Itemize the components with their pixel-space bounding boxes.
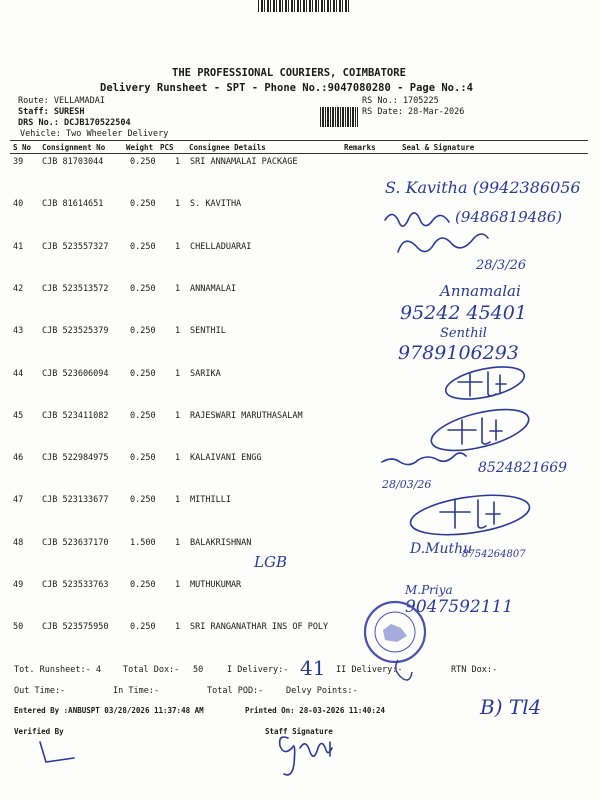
printed-on: Printed On: 28-03-2026 11:40:24 (245, 706, 385, 715)
row-consignment: CJB 523606094 (42, 368, 109, 379)
row-pcs: 1 (175, 326, 181, 337)
signature-row40 (385, 213, 449, 226)
row-pcs: 1 (175, 453, 181, 464)
row-weight: 0.250 (130, 199, 156, 210)
row-weight: 0.250 (130, 580, 156, 590)
row-weight: 0.250 (130, 241, 156, 252)
row-pcs: 1 (175, 622, 181, 633)
row-sno: 49 (13, 580, 24, 590)
in-time: In Time:- (113, 686, 160, 696)
row-sno: 44 (13, 368, 24, 379)
row-pcs: 1 (175, 199, 181, 210)
drs-number: DRS No.: DCJB170522504 (18, 118, 131, 128)
row-sno: 46 (13, 453, 24, 464)
seal-stamp (365, 602, 425, 662)
row-consignee: SRI RANGANATHAR INS OF POLY (190, 622, 329, 633)
hw-row44-phone: 9789106293 (398, 342, 519, 364)
hw-row49-name: M.Priya (405, 583, 453, 597)
row-pcs: 1 (175, 580, 181, 590)
row-pcs: 1 (175, 410, 181, 421)
hw-row48-phone: 8754264807 (462, 549, 526, 560)
row-sno: 45 (13, 410, 24, 421)
row-weight: 0.250 (130, 410, 156, 421)
hw-row46-date: 28/03/26 (382, 478, 432, 491)
row-sno: 42 (13, 283, 24, 294)
hw-delivery-count: 41 (300, 656, 326, 680)
col-remarks: Remarks (344, 143, 376, 152)
hw-row49-phone: 9047592111 (405, 597, 514, 617)
signature-row41 (398, 234, 488, 252)
rs-date: RS Date: 28-Mar-2026 (362, 107, 465, 117)
hw-row48-name: D.Muthu (410, 541, 473, 557)
row-sno: 41 (13, 241, 24, 252)
i-delivery: I Delivery:- (227, 665, 289, 675)
row-weight: 0.250 (130, 495, 156, 506)
row-pcs: 1 (175, 157, 181, 167)
row-consignment: CJB 523133677 (42, 495, 109, 506)
hw-row39: S. Kavitha (9942386056 (385, 178, 581, 197)
vehicle: Vehicle: Two Wheeler Delivery (20, 129, 169, 139)
row-sno: 40 (13, 199, 24, 210)
verified-by: Verified By (14, 727, 64, 736)
ink-oval-row44 (443, 361, 527, 405)
delvy-points: Delvy Points:- (286, 686, 358, 696)
col-weight: Weight (126, 143, 154, 152)
ii-delivery: II Delivery:- (336, 665, 403, 675)
col-seal: Seal & Signature (402, 143, 475, 152)
row-weight: 0.250 (130, 283, 156, 294)
total-dox-value: 50 (193, 665, 204, 675)
runsheet-subtitle: Delivery Runsheet - SPT - Phone No.:9047080280 - Page No.:4 (100, 82, 473, 94)
row-pcs: 1 (175, 495, 181, 506)
row-consignee: SENTHIL (190, 326, 226, 337)
row-sno: 47 (13, 495, 24, 506)
staff-signature-mark (280, 737, 332, 775)
row-weight: 0.250 (130, 453, 156, 464)
row-consignee: ANNAMALAI (190, 283, 237, 294)
row-consignment: CJB 523533763 (42, 580, 109, 590)
row-consignee: MUTHUKUMAR (190, 580, 242, 590)
row-consignee: SRI ANNAMALAI PACKAGE (190, 157, 298, 167)
row-consignee: KALAIVANI ENGG (190, 453, 262, 464)
rs-number: RS No.: 1705225 (362, 96, 439, 106)
tot-runsheet: Tot. Runsheet:- 4 (14, 665, 101, 675)
signature-row46 (382, 453, 466, 465)
row-consignment: CJB 81703044 (42, 157, 104, 167)
ink-tl4-row45 (448, 418, 502, 444)
verified-tick (40, 742, 74, 762)
staff: Staff: SURESH (18, 107, 85, 117)
row-sno: 50 (13, 622, 24, 633)
total-pod: Total POD:- (207, 686, 264, 696)
entered-by: Entered By :ANBUSPT 03/28/2026 11:37:48 AM (14, 706, 204, 715)
row-consignee: MITHILLI (190, 495, 231, 506)
row-weight: 0.250 (130, 157, 156, 167)
hw-row48-note: LGB (254, 553, 287, 571)
col-pcs: PCS (160, 143, 174, 152)
row-weight: 0.250 (130, 326, 156, 337)
hw-row43-name: Senthil (440, 326, 487, 341)
hw-row42: Annamalai (440, 282, 521, 300)
ink-tl4-row44 (458, 372, 506, 396)
row-consignment: CJB 523525379 (42, 326, 109, 337)
row-consignee: RAJESWARI MARUTHASALAM (190, 410, 303, 421)
hw-row43-phone: 95242 45401 (400, 302, 527, 324)
row-consignee: BALAKRISHNAN (190, 537, 252, 548)
hw-bottom-note: B) Tl4 (480, 695, 542, 719)
row-consignment: CJB 523411082 (42, 410, 109, 421)
row-consignment: CJB 81614651 (42, 199, 104, 210)
row-weight: 0.250 (130, 368, 156, 379)
row-weight: 0.250 (130, 622, 156, 633)
row-consignment: CJB 522984975 (42, 453, 109, 464)
col-consignment: Consignment No (42, 143, 106, 152)
row-consignment: CJB 523637170 (42, 537, 109, 548)
row-sno: 48 (13, 537, 24, 548)
ink-tl4-row47 (440, 500, 500, 528)
total-dox-label: Total Dox:- (123, 665, 180, 675)
staff-signature-label: Staff Signature (265, 727, 333, 736)
ink-oval-row45 (427, 401, 532, 458)
row-sno: 43 (13, 326, 24, 337)
row-consignment: CJB 523557327 (42, 241, 109, 252)
rtn-dox: RTN Dox:- (451, 665, 498, 675)
col-sno: S No (13, 143, 32, 152)
row-consignment: CJB 523513572 (42, 283, 109, 294)
route: Route: VELLAMADAI (18, 96, 105, 106)
ink-oval-row47 (408, 489, 532, 541)
row-weight: 1.500 (130, 537, 156, 548)
col-consignee: Consignee Details (189, 143, 266, 152)
hw-row41-date: 28/3/26 (476, 258, 527, 273)
row-consignee: S. KAVITHA (190, 199, 242, 210)
row-pcs: 1 (175, 241, 181, 252)
hw-row46-phone: 8524821669 (478, 460, 568, 476)
row-consignee: CHELLADUARAI (190, 241, 252, 252)
row-pcs: 1 (175, 537, 181, 548)
row-sno: 39 (13, 157, 24, 167)
row-consignment: CJB 523575950 (42, 622, 109, 633)
row-pcs: 1 (175, 283, 181, 294)
company-title: THE PROFESSIONAL COURIERS, COIMBATORE (172, 67, 406, 79)
row-pcs: 1 (175, 368, 181, 379)
out-time: Out Time:- (14, 686, 66, 696)
row-consignee: SARIKA (190, 368, 221, 379)
hw-row40: (9486819486) (455, 208, 563, 226)
